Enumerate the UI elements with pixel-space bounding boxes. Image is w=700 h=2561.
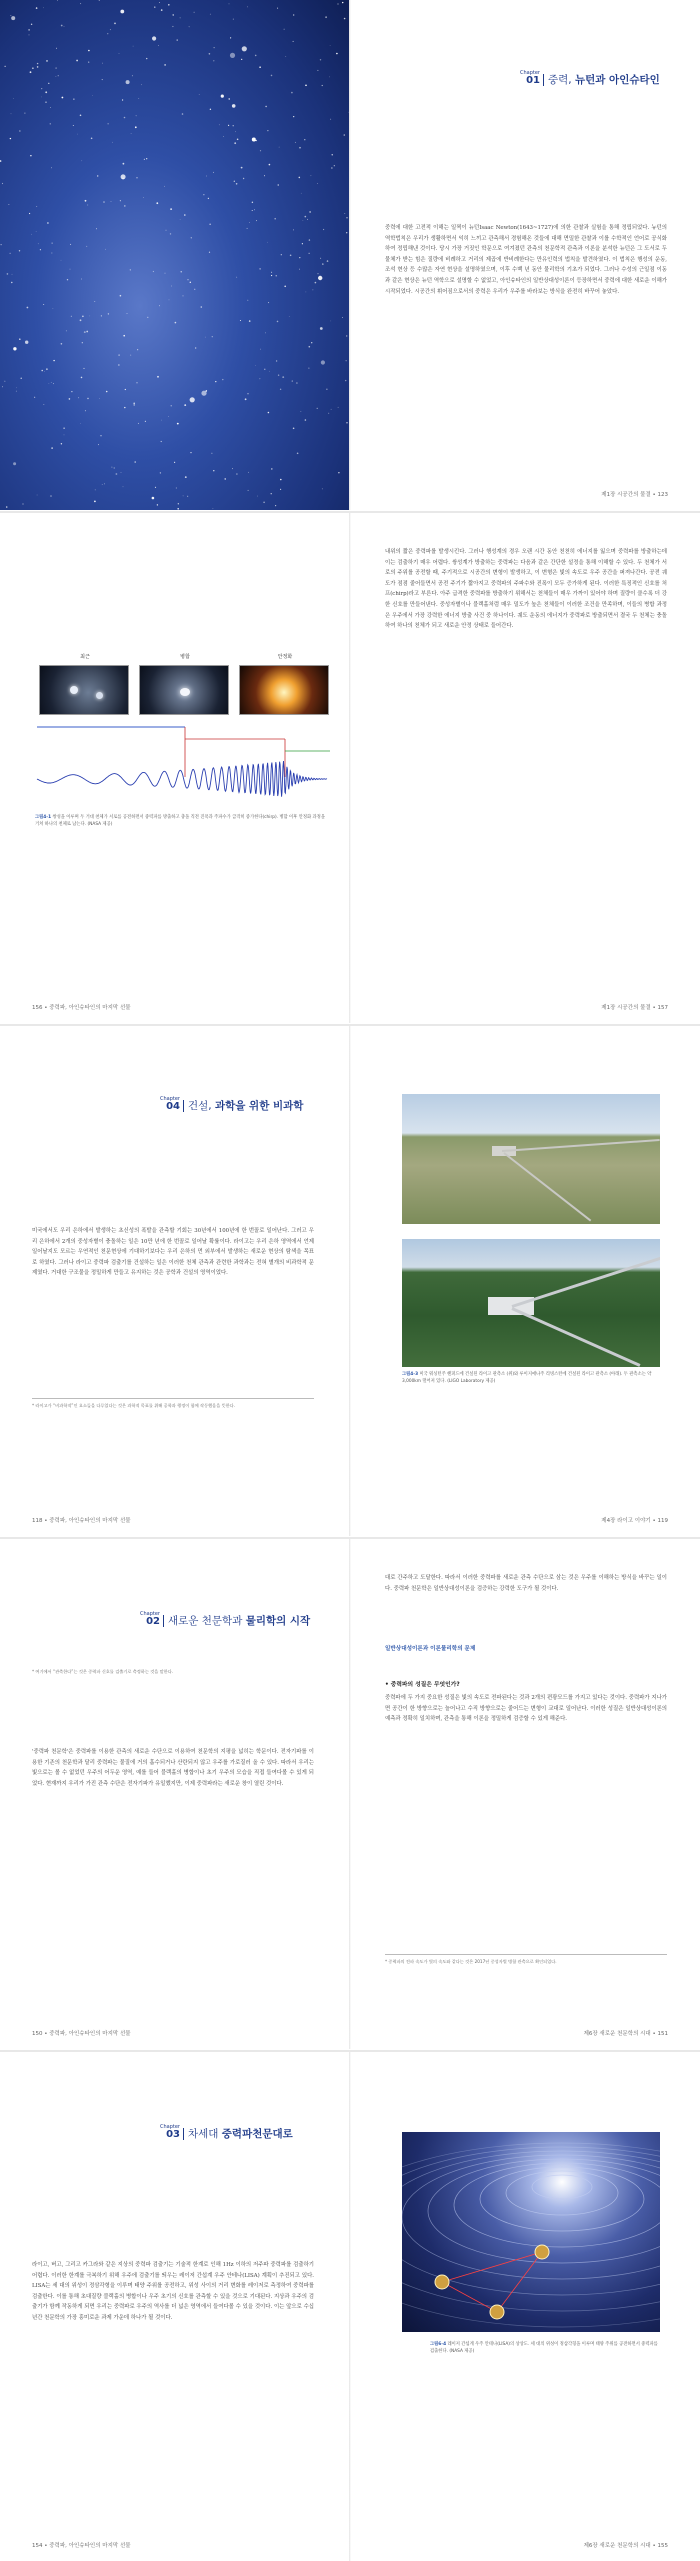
page-spread-1	[0, 0, 700, 510]
gutter	[349, 1026, 351, 1536]
chirp-waveform	[37, 761, 327, 797]
page-spread-2	[0, 513, 700, 1023]
chapter-title: 차세대 중력파천문대로	[183, 2128, 293, 2140]
page-footer: 제4장 라이고 이야기 • 119	[601, 1518, 668, 1524]
page-spread-3	[0, 1026, 700, 1536]
page-footer: 제1장 시공간의 물결 • 123	[601, 492, 668, 498]
section-subheading: 일반상대성이론과 이론물리학의 문제	[385, 1646, 476, 1652]
hanford-observatory-photo	[402, 1094, 660, 1224]
page-footer: 156 • 중력파, 아인슈타인의 마지막 선물	[32, 1005, 131, 1011]
waveform-chart	[35, 717, 335, 807]
milky-way-photo	[0, 0, 350, 510]
chapter-label: Chapter 03	[160, 2124, 180, 2140]
footnote: * 라이고가 “비과학적”인 요소들을 다루었다는 것은 과학적 목표를 위해 공학과 행정이 함께 작동했음을 뜻한다.	[32, 1398, 314, 1409]
figure-caption: 그림6-4 레이저 간섭계 우주 안테나(LISA)의 상상도. 세 대의 위성이 정삼각형을 이루며 태양 주위를 공전하면서 중력파를 검출한다. (NASA 제공)	[430, 2342, 658, 2354]
chapter-title: 중력, 뉴턴과 아인슈타인	[543, 74, 660, 86]
spacetime-ripple	[506, 2171, 618, 2215]
livingston-observatory-photo	[402, 1239, 660, 1367]
gutter	[349, 1539, 351, 2049]
body-text: 미국에서도 우리 은하에서 발생하는 초신성의 폭발을 관측할 기회는 30년에서 100년에 한 번꼴로 일어난다. 그러고 우리 은하에서 2개의 중성자별이 충돌하는 일은 10만 년에 한 번꼴로 일어날 확률이다. 라이고는 우리 은하 영역에서 언제 일어날지도 모르는 우연적인 천문현상에 기대하기보다는 우리 은하의 먼 외부에서 발생하는 새로운 현상의 탐색을 목표로 하였다. 그러나 라이고 중력파 검출기를 건설하는 일은 이러한 천체 관측과 관련한 과학과는 전혀 별개의 비과학적 문제였다. 거대한 구조물을 정밀하게 만들고 유지하는 것은 공학과 건설의 영역이었다.	[32, 1228, 314, 1277]
page-spread-5	[0, 2052, 700, 2561]
question-heading: • 중력파의 성질은 무엇인가?	[385, 1682, 460, 1688]
page-footer: 제6장 새로운 천문학의 시대 • 151	[583, 2031, 668, 2037]
spacetime-ripple	[532, 2175, 592, 2199]
page-footer: 154 • 중력파, 아인슈타인의 마지막 선물	[32, 2543, 131, 2549]
chapter-heading	[160, 1096, 303, 1112]
page-footer: 제1장 시공간의 물결 • 157	[601, 1005, 668, 1011]
figure-caption: 그림4-1 쌍성을 이루며 두 거대 천체가 서로를 공전하면서 중력파를 방출하고 충돌 직전 진폭과 주파수가 급격히 증가한다(chirp). 병합 이후 안정화 과정을 거쳐 하나의 천체로 남는다. (NASA 제공)	[35, 815, 325, 827]
chapter-label: Chapter 01	[520, 70, 540, 86]
gutter	[349, 0, 351, 510]
body-text: 내위의 짧은 중력파를 발생시킨다. 그러나 행성계의 경우 오랜 시간 동안 천천히 에너지를 잃으며 중력파를 방출하는데 이는 검출하기 매우 어렵다. 쌍성계가 방출하는 중력파는 다음과 같은 간단한 설정을 통해 이해할 수 있다. 두 천체가 서로의 주위를 공전할 때, 주기적으로 시공간의 변형이 발생하고, 이 변형은 빛의 속도로 우주 공간을 퍼져나간다. 공전 궤도가 점점 줄어들면서 공전 주기가 짧아지고 중력파의 주파수와 진폭이 모두 증가하게 된다. 이러한 특징적인 신호를 처프(chirp)라고 부른다. 아주 급격한 중력파를 방출하기 위해서는 천체들이 매우 가까이 있어야 하며 질량이 클수록 더 강한 신호를 만들어낸다. 중성자별이나 블랙홀처럼 매우 밀도가 높은 천체들이 이러한 조건을 만족하며, 이들의 병합 과정은 우주에서 가장 강력한 에너지 방출 사건 중 하나이다. 궤도 운동의 에너지가 중력파로 방출되면서 결국 두 천체는 충돌하여 하나의 천체가 되고 새로운 안정 상태로 들어간다.	[385, 549, 667, 630]
page-footer: 118 • 중력파, 아인슈타인의 마지막 선물	[32, 1518, 131, 1524]
chapter-heading	[160, 2124, 293, 2140]
spacetime-ripple	[402, 2143, 660, 2327]
lisa-illustration	[402, 2132, 660, 2332]
chapter-heading	[140, 1611, 310, 1627]
merger-image	[139, 665, 229, 715]
chapter-heading	[520, 70, 660, 86]
lisa-spacecraft	[535, 2245, 549, 2259]
body-text-bottom: 중력파에 두 가지 중요한 성질은 빛의 속도로 전파된다는 것과 2개의 편광모드를 가지고 있다는 것이다. 중력파가 지나가면 공간이 한 방향으로는 늘어나고 수직 방향으로는 줄어드는 변형이 교대로 일어난다. 이러한 성질은 일반상대성이론의 예측과 정확히 일치하며, 관측을 통해 이론을 정밀하게 검증할 수 있게 해준다.	[385, 1695, 667, 1723]
diagram-label: 안정화	[277, 654, 293, 660]
lisa-spacecraft	[490, 2305, 504, 2319]
ringdown-image	[239, 665, 329, 715]
chapter-title: 건설, 과학을 위한 비과학	[183, 1100, 303, 1112]
chapter-label: Chapter 02	[140, 1611, 160, 1627]
spacetime-ripple	[402, 2155, 660, 2279]
footnote: * 여기에서 “관측한다”는 것은 중력파 신호를 검출기로 측정하는 것을 말한다.	[32, 1669, 174, 1674]
lisa-spacecraft	[435, 2275, 449, 2289]
body-text: 중력에 대한 고전적 이해는 일찍이 뉴턴Isaac Newton(1643~1727)에 의한 관찰과 실험을 통해 정립되었다. 뉴턴의 역학법칙은 우리가 생활하면서 익히 느끼고 관측해서 경험해온 것들에 대해 면밀한 관찰과 이를 수학적인 언어로 공식화하여 정립해낸 것이다. 당시 가장 거짓인 학문으로 여겨졌던 관측의 천문학적 관측과 이론을 분석한 뉴턴은 그 도서로 두 물체가 받는 힘은 질량에 비례하고 거리의 제곱에 반비례한다는 만유인력의 법칙을 발견하였다. 이 법칙은 행성의 운동, 조석 현상 등 수많은 자연 현상을 설명하였으며, 이후 수백 년 동안 물리학의 기초가 되었다. 그러나 수성의 근일점 이동과 같은 현상은 뉴턴 역학으로 설명할 수 없었고, 아인슈타인의 일반상대성이론이 등장하면서 중력에 대한 새로운 이해가 시작되었다. 시공간의 휘어짐으로서의 중력은 우리가 우주를 바라보는 방식을 완전히 바꾸어 놓았다.	[385, 225, 667, 295]
body-text: '중력파 천문학'은 중력파를 이용한 관측의 새로운 수단으로 이용하여 천문학의 지평을 넓히는 학문이다. 전자기파를 이용한 기존의 천문학과 달리 중력파는 물질에 거의 흡수되거나 산란되지 않고 우주를 가로질러 올 수 있다. 따라서 우리는 빛으로는 볼 수 없었던 우주의 어두운 영역, 예를 들어 블랙홀의 병합이나 초기 우주의 모습을 직접 들여다볼 수 있게 되었다. 현재까지 우리가 가진 관측 수단은 전자기파가 유일했지만, 이제 중력파라는 새로운 창이 열린 것이다.	[32, 1749, 314, 1787]
diagram-label: 병합	[180, 654, 190, 660]
spacetime-ripple	[402, 2151, 660, 2295]
gutter	[349, 513, 351, 1023]
gutter	[349, 2052, 351, 2561]
body-text: 라이고, 버고, 그리고 카그라와 같은 지상의 중력파 검출기는 기술적 한계로 인해 1Hz 이하의 저주파 중력파를 검출하기 어렵다. 이러한 한계를 극복하기 위해 우주에 검출기를 띄우는 레이저 간섭계 우주 안테나(LISA) 계획이 추진되고 있다. LISA는 세 대의 위성이 정삼각형을 이루며 태양 주위를 공전하고, 위성 사이의 거리 변화를 레이저로 측정하여 중력파를 검출한다. 이를 통해 초대질량 블랙홀의 병합이나 우주 초기의 신호를 관측할 수 있을 것으로 기대된다. 지상과 우주의 검출기가 함께 작동하게 되면 우리는 중력파로 우주의 역사를 더 넓은 영역에서 들여다볼 수 있을 것이다. 이는 앞으로 수십 년간 천문학의 가장 흥미로운 과제 가운데 하나가 될 것이다.	[32, 2262, 314, 2321]
diagram-label: 최근	[80, 654, 90, 660]
footnote: * 중력파의 전파 속도가 빛의 속도와 같다는 것은 2017년 중성자별 병합 관측으로 확인되었다.	[385, 1954, 667, 1965]
body-text-top: 대로 간주하고 도달한다. 따라서 이러한 중력파를 새로운 관측 수단으로 삼는 것은 우주를 이해하는 방식을 바꾸는 일이다. 중력파 천문학은 일반상대성이론을 검증하는 강력한 도구가 될 것이다.	[385, 1575, 667, 1592]
chapter-title: 새로운 천문학과 물리학의 시작	[163, 1615, 310, 1627]
page-footer: 제6장 새로운 천문학의 시대 • 155	[583, 2543, 668, 2549]
spacetime-ripple	[454, 2163, 660, 2247]
inspiral-image	[39, 665, 129, 715]
figure-caption: 그림4-3 미국 워싱턴주 핸퍼드에 건설된 라이고 관측소 (위)와 루이지애나주 리빙스턴에 건설된 라이고 관측소 (아래). 두 관측소는 약 3,000km 떨어져 있다. (LIGO Laboratory 제공)	[402, 1372, 652, 1384]
merger-diagram	[35, 653, 335, 803]
chapter-label: Chapter 04	[160, 1096, 180, 1112]
page-spread-4	[0, 1539, 700, 2049]
page-footer: 150 • 중력파, 아인슈타인의 마지막 선물	[32, 2031, 131, 2037]
